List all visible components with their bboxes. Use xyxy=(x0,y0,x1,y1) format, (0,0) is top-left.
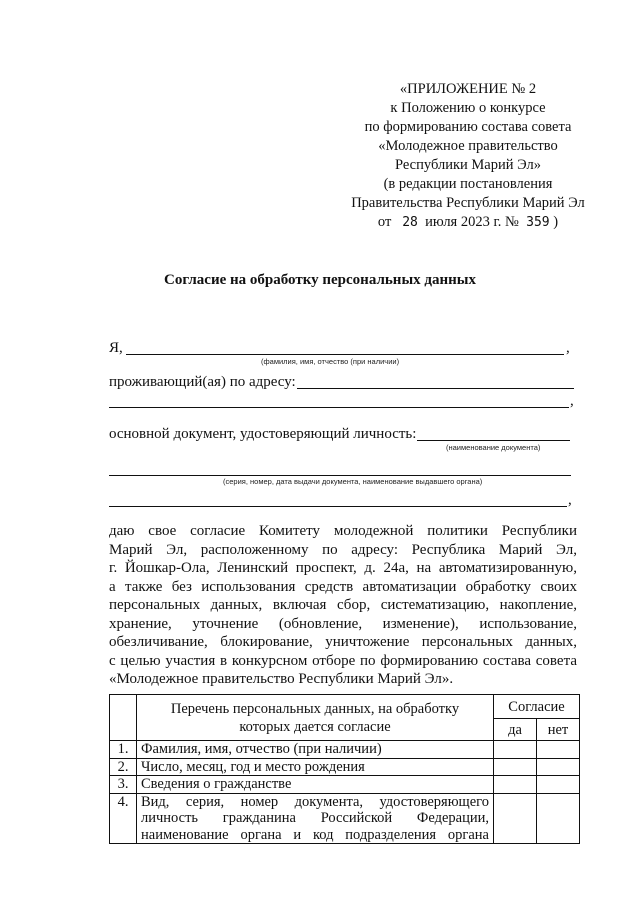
row-number: 1. xyxy=(110,741,137,759)
consent-paragraph xyxy=(109,522,577,689)
row-number: 2. xyxy=(110,758,137,776)
row-text-line: Вид, серия, номер документа, удостоверяющего xyxy=(141,793,489,810)
address-field-line[interactable] xyxy=(297,388,574,389)
header-line: Республики Марий Эл» xyxy=(395,157,541,173)
paragraph-line: даю свое согласие Комитету молодежной политики Республики xyxy=(109,523,577,539)
document-details-hint: (серия, номер, дата выдачи документа, наименование выдавшего органа) xyxy=(223,477,483,486)
table-row xyxy=(110,776,580,794)
appendix-header xyxy=(318,80,618,232)
document-label: основной документ, удостоверяющий личность: xyxy=(109,426,417,442)
header-text: Перечень персональных данных, на обработку xyxy=(170,700,460,717)
consent-no-cell[interactable] xyxy=(537,741,580,759)
fio-hint: (фамилия, имя, отчество (при наличии) xyxy=(261,357,400,366)
resolution-date xyxy=(318,213,618,232)
paragraph-line: обезличивание, блокирование, уничтожение персональных данных, xyxy=(109,634,577,650)
address-label: проживающий(ая) по адресу: xyxy=(109,374,296,390)
table-header-no: нет xyxy=(537,719,580,741)
header-line: «Молодежное правительство xyxy=(378,138,558,154)
row-text-line: наименование органа и код подразделения органа xyxy=(141,826,489,843)
paragraph-line: Марий Эл, расположенному по адресу: Республика Марий Эл, xyxy=(109,541,577,558)
paragraph-line: хранение, уточнение (обновление, изменение), использование, xyxy=(109,615,577,632)
paragraph-line: с целью участия в конкурсном отборе по формированию состава совета xyxy=(109,652,577,669)
header-line: к Положению о конкурсе xyxy=(390,100,546,116)
date-month-year: июля 2023 г. № xyxy=(425,214,519,230)
comma: , xyxy=(566,340,570,356)
table-header-list xyxy=(137,695,494,741)
row-text-line: личность гражданина Российской Федерации, xyxy=(141,810,489,826)
row-text xyxy=(137,793,494,844)
table-header-row xyxy=(110,695,580,719)
consent-no-cell[interactable] xyxy=(537,776,580,794)
comma: , xyxy=(570,393,574,409)
table-row xyxy=(110,741,580,759)
header-line: по формированию состава совета xyxy=(364,119,572,135)
consent-no-cell[interactable] xyxy=(537,793,580,844)
table-header-num xyxy=(110,695,137,741)
document-details-field-line[interactable] xyxy=(109,475,571,476)
table-header-consent: Согласие xyxy=(494,695,580,719)
consent-table xyxy=(109,694,580,844)
paragraph-line: а также без использования средств автоматизации обработку своих xyxy=(109,578,577,595)
date-prefix: от xyxy=(377,214,392,230)
consent-no-cell[interactable] xyxy=(537,758,580,776)
paragraph-line: «Молодежное правительство Республики Марий Эл». xyxy=(109,671,454,687)
table-row xyxy=(110,758,580,776)
consent-yes-cell[interactable] xyxy=(494,741,537,759)
row-number: 3. xyxy=(110,776,137,794)
resolution-number: 359 xyxy=(526,215,550,230)
comma: , xyxy=(568,492,572,508)
document-title: Согласие на обработку персональных данных xyxy=(163,272,476,288)
paragraph-line: персональных данных, включая сбор, систематизацию, накопление, xyxy=(109,597,577,613)
row-number: 4. xyxy=(110,793,137,844)
row-text: Сведения о гражданстве xyxy=(137,776,494,794)
consent-yes-cell[interactable] xyxy=(494,793,537,844)
date-suffix: ) xyxy=(553,214,559,230)
row-text: Фамилия, имя, отчество (при наличии) xyxy=(137,741,494,759)
document-details-field-line-2[interactable] xyxy=(109,506,567,507)
table-header-yes: да xyxy=(494,719,537,741)
paragraph-line: г. Йошкар-Ола, Ленинский проспект, д. 24а, на автоматизированную, xyxy=(109,560,577,576)
row-text: Число, месяц, год и место рождения xyxy=(137,758,494,776)
i-label: Я, xyxy=(109,340,123,356)
appendix-title: «ПРИЛОЖЕНИЕ № 2 xyxy=(399,81,537,97)
address-field-line-2[interactable] xyxy=(109,407,569,408)
document-name-field-line[interactable] xyxy=(417,440,570,441)
document-hint: (наименование документа) xyxy=(446,443,541,452)
consent-yes-cell[interactable] xyxy=(494,758,537,776)
date-day: 28 xyxy=(402,215,418,230)
header-text: которых дается согласие xyxy=(239,718,391,735)
consent-yes-cell[interactable] xyxy=(494,776,537,794)
header-line: Правительства Республики Марий Эл xyxy=(351,195,585,211)
table-row xyxy=(110,793,580,844)
header-line: (в редакции постановления xyxy=(383,176,553,192)
fio-field-line[interactable] xyxy=(126,354,564,355)
